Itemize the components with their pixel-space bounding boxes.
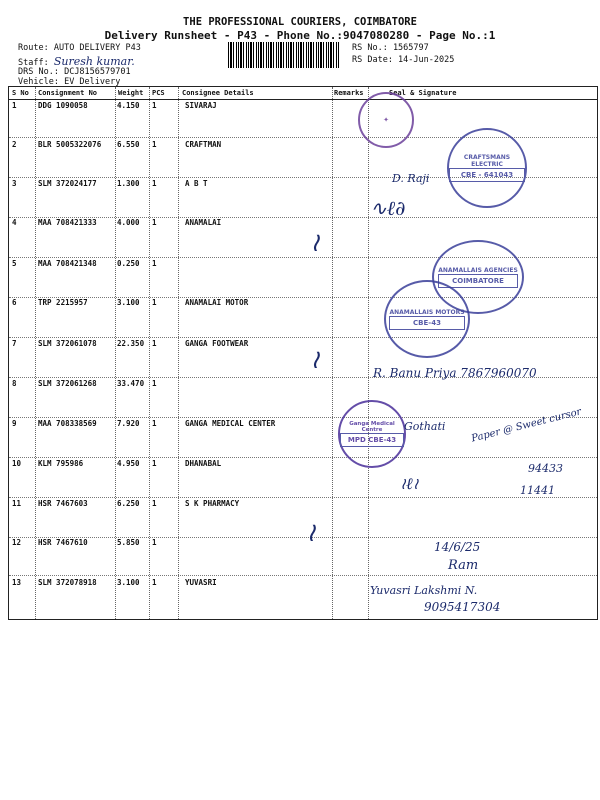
- col-divider: [115, 87, 116, 619]
- cell-sno: 8: [12, 379, 17, 388]
- anamallais-stamp-text: ANAMALLAIS AGENCIES: [438, 266, 518, 274]
- drs-line: [18, 67, 131, 77]
- round-stamp: ✦: [358, 92, 414, 148]
- cell-consignment: MAA 708421333: [38, 218, 97, 227]
- ganga-stamp: [338, 400, 406, 468]
- cell-consignee: ANAMALAI: [185, 218, 222, 227]
- cell-pcs: 1: [152, 218, 157, 227]
- cell-pcs: 1: [152, 339, 157, 348]
- signature-row9b: Paper @ Sweet cursor: [470, 406, 583, 445]
- header-sno: S No: [12, 89, 29, 97]
- anamalai-motors-stamp: [384, 280, 470, 358]
- route-line: [18, 43, 141, 53]
- rs-date: RS Date: 14-Jun-2025: [352, 55, 455, 65]
- cell-consignee: A B T: [185, 179, 208, 188]
- header-consignee: Consignee Details: [182, 89, 254, 97]
- cell-consignment: HSR 7467610: [38, 538, 88, 547]
- signature-row10a: 94433: [528, 462, 563, 475]
- cell-weight: 22.350: [117, 339, 145, 348]
- anamalai-motors-stamp-code: CBE-43: [389, 316, 464, 330]
- col-divider: [332, 87, 333, 619]
- company-title: THE PROFESSIONAL COURIERS, COIMBATORE: [183, 16, 417, 28]
- cell-weight: 5.850: [117, 538, 140, 547]
- cell-weight: 6.250: [117, 499, 140, 508]
- cell-sno: 4: [12, 218, 17, 227]
- header-pcs: PCS: [152, 89, 165, 97]
- cell-pcs: 1: [152, 499, 157, 508]
- row-divider: [9, 537, 597, 538]
- cell-weight: 4.000: [117, 218, 140, 227]
- cell-weight: 4.150: [117, 101, 140, 110]
- row-divider: [9, 217, 597, 218]
- ganga-stamp-text: Ganga Medical Centre: [349, 421, 395, 433]
- cell-consignment: SLM 372078918: [38, 578, 97, 587]
- craftsmans-stamp: [447, 128, 527, 208]
- cell-weight: 3.100: [117, 298, 140, 307]
- staff-label: Staff:: [18, 58, 49, 68]
- signature-mark-row10: ≀ℓ≀: [400, 474, 419, 493]
- cell-sno: 6: [12, 298, 17, 307]
- row-divider: [9, 337, 597, 338]
- runsheet-subtitle: Delivery Runsheet - P43 - Phone No.:9047080280 - Page No.:1: [104, 29, 496, 42]
- signature-row13b: 9095417304: [424, 600, 501, 614]
- cell-weight: 1.300: [117, 179, 140, 188]
- cell-pcs: 1: [152, 538, 157, 547]
- cell-weight: 7.920: [117, 419, 140, 428]
- cell-sno: 2: [12, 140, 17, 149]
- cell-sno: 9: [12, 419, 17, 428]
- cell-consignment: SLM 372024177: [38, 179, 97, 188]
- signature-row12b: Ram: [448, 558, 479, 573]
- cell-weight: 33.470: [117, 379, 145, 388]
- cell-consignment: KLM 795986: [38, 459, 84, 468]
- header-divider: [9, 99, 597, 100]
- header-weight: Weight: [118, 89, 144, 97]
- cell-consignment: MAA 708338569: [38, 419, 97, 428]
- cell-pcs: 1: [152, 379, 157, 388]
- header-remarks: Remarks: [334, 89, 364, 97]
- cell-consignee: S K PHARMACY: [185, 499, 240, 508]
- cell-pcs: 1: [152, 140, 157, 149]
- cell-sno: 5: [12, 259, 17, 268]
- craftsmans-stamp-text: CRAFTSMANS ELECTRIC: [463, 154, 511, 168]
- row-divider: [9, 575, 597, 576]
- cell-consignment: SLM 372061078: [38, 339, 97, 348]
- craftsmans-stamp-code: CBE - 641043: [449, 168, 525, 182]
- cell-sno: 11: [12, 499, 22, 508]
- cell-pcs: 1: [152, 179, 157, 188]
- remark-squiggle: ≀: [310, 345, 320, 375]
- vehicle-value: EV Delivery: [64, 77, 121, 87]
- route-label: Route:: [18, 43, 49, 53]
- signature-mark-row3: ∿ℓ∂: [370, 196, 406, 220]
- cell-weight: 3.100: [117, 578, 140, 587]
- row-divider: [9, 497, 597, 498]
- cell-consignee: DHANABAL: [185, 459, 222, 468]
- anamallais-stamp-city: COIMBATORE: [438, 274, 518, 288]
- cell-sno: 3: [12, 179, 17, 188]
- route-value: AUTO DELIVERY P43: [53, 43, 141, 53]
- cell-pcs: 1: [152, 298, 157, 307]
- remark-squiggle: ≀: [310, 228, 320, 258]
- signature-row13a: Yuvasri Lakshmi N.: [370, 584, 478, 597]
- row-divider: [9, 417, 597, 418]
- cell-sno: 10: [12, 459, 22, 468]
- signature-row10b: 11441: [520, 484, 555, 497]
- staff-signature: Suresh kumar.: [53, 55, 135, 68]
- cell-sno: 13: [12, 578, 22, 587]
- vehicle-label: Vehicle:: [18, 77, 59, 87]
- cell-sno: 12: [12, 538, 22, 547]
- header-seal: Seal & Signature: [389, 89, 457, 97]
- cell-consignee: GANGA FOOTWEAR: [185, 339, 249, 348]
- cell-weight: 6.550: [117, 140, 140, 149]
- cell-weight: 4.950: [117, 459, 140, 468]
- cell-consignment: MAA 708421348: [38, 259, 97, 268]
- col-divider: [35, 87, 36, 619]
- cell-consignment: BLR 5005322076: [38, 140, 102, 149]
- cell-pcs: 1: [152, 259, 157, 268]
- cell-pcs: 1: [152, 419, 157, 428]
- signature-row9a: Gothati: [404, 420, 446, 433]
- header-consignment: Consignment No: [38, 89, 98, 97]
- cell-consignee: YUVASRI: [185, 578, 217, 587]
- cell-consignment: HSR 7467603: [38, 499, 88, 508]
- cell-pcs: 1: [152, 459, 157, 468]
- cell-pcs: 1: [152, 101, 157, 110]
- col-divider: [178, 87, 179, 619]
- cell-sno: 7: [12, 339, 17, 348]
- barcode: [228, 42, 340, 68]
- cell-consignee: CRAFTMAN: [185, 140, 222, 149]
- cell-pcs: 1: [152, 578, 157, 587]
- drs-value: DCJ8156579701: [64, 67, 131, 77]
- cell-consignee: SIVARAJ: [185, 101, 217, 110]
- signature-row12: 14/6/25: [434, 540, 481, 554]
- col-divider: [149, 87, 150, 619]
- cell-consignee: ANAMALAI MOTOR: [185, 298, 249, 307]
- cell-consignment: TRP 2215957: [38, 298, 88, 307]
- drs-label: DRS No.:: [18, 67, 59, 77]
- remark-squiggle: ≀: [306, 518, 316, 548]
- row-divider: [9, 457, 597, 458]
- cell-consignment: SLM 372061268: [38, 379, 97, 388]
- cell-consignment: DDG 1090058: [38, 101, 88, 110]
- signature-row7: R. Banu Priya 7867960070: [373, 366, 537, 380]
- ganga-stamp-code: MPD CBE-43: [340, 433, 404, 447]
- cell-sno: 1: [12, 101, 17, 110]
- rs-number: RS No.: 1565797: [352, 43, 429, 53]
- cell-weight: 0.250: [117, 259, 140, 268]
- signature-row3: D. Raji: [392, 172, 430, 185]
- anamalai-motors-stamp-text: ANAMALLAIS MOTORS: [389, 308, 465, 316]
- cell-consignee: GANGA MEDICAL CENTER: [185, 419, 276, 428]
- col-divider: [368, 87, 369, 619]
